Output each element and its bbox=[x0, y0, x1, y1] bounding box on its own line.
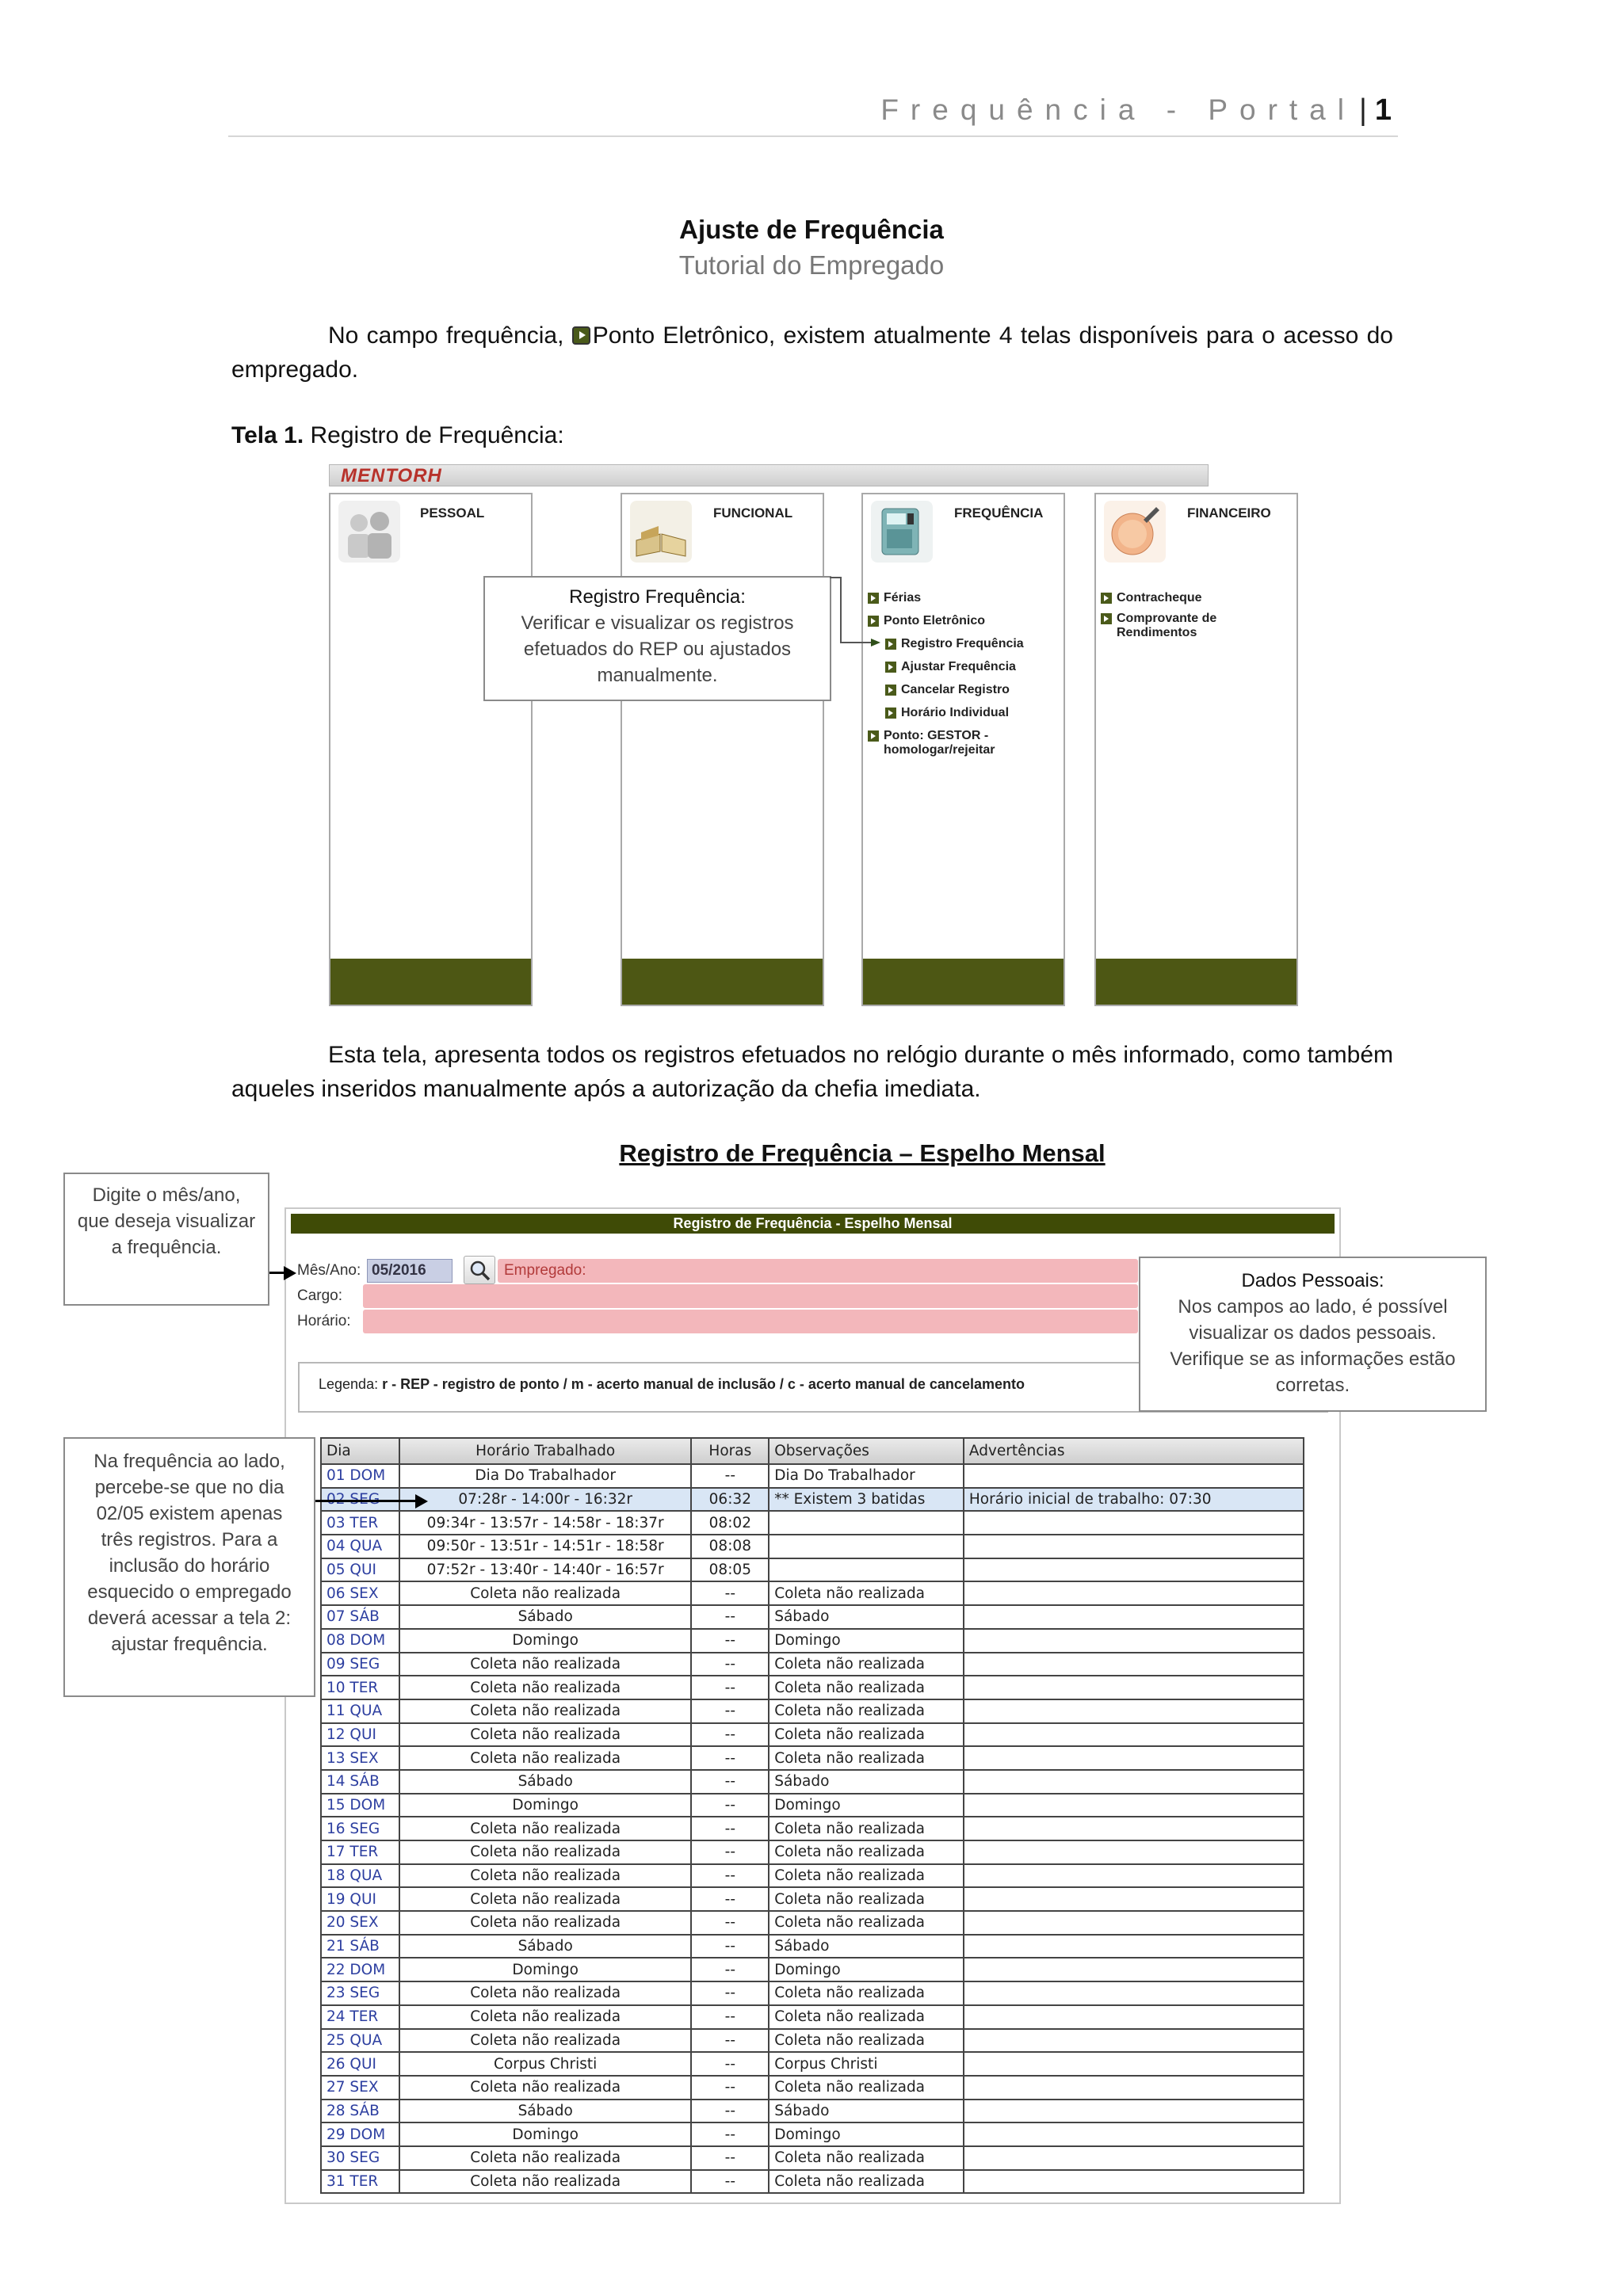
table-row[interactable] bbox=[321, 1911, 1304, 1935]
row-dia[interactable]: 20 SEX bbox=[321, 1911, 399, 1935]
row-obs: Domingo bbox=[769, 1629, 964, 1653]
row-obs: Coleta não realizada bbox=[769, 2029, 964, 2053]
legenda-label: Legenda: bbox=[319, 1376, 379, 1392]
row-horario: Coleta não realizada bbox=[399, 2005, 692, 2029]
col-horas: Horas bbox=[691, 1438, 769, 1464]
bullet-icon bbox=[885, 639, 896, 650]
column-title-frequencia: FREQUÊNCIA bbox=[954, 505, 1044, 521]
table-row[interactable] bbox=[321, 1887, 1304, 1911]
row-horas: -- bbox=[691, 1935, 769, 1958]
callout-dados-title: Dados Pessoais: bbox=[1241, 1270, 1384, 1291]
column-pessoal[interactable] bbox=[329, 493, 533, 1006]
page-header bbox=[880, 93, 1392, 128]
intro-text-b: Ponto Eletrônico, existem atualmente 4 telas disponíveis para o acesso do empregado. bbox=[231, 322, 1393, 383]
table-row[interactable] bbox=[321, 1699, 1304, 1723]
row-horario: Coleta não realizada bbox=[399, 1817, 692, 1840]
row-dia[interactable]: 22 DOM bbox=[321, 1958, 399, 1981]
callout-frequencia: Na frequência ao lado, percebe-se que no dia 02/05 existem apenas três registros. Para a inclusão do horário esquecido o empregado deverá acessar a tela 2: ajustar frequência. bbox=[63, 1437, 315, 1697]
row-horario: 07:28r - 14:00r - 16:32r bbox=[399, 1488, 692, 1512]
header-rule bbox=[228, 135, 1398, 137]
legenda-text: r - REP - registro de ponto / m - acerto manual de inclusão / c - acerto manual de cancelamento bbox=[382, 1376, 1025, 1392]
row-adv bbox=[964, 1511, 1304, 1535]
row-obs: Sábado bbox=[769, 1770, 964, 1794]
row-adv bbox=[964, 1605, 1304, 1629]
column-frequencia[interactable] bbox=[861, 493, 1065, 1006]
row-obs: Coleta não realizada bbox=[769, 1911, 964, 1935]
col-dia: Dia bbox=[321, 1438, 399, 1464]
column-footer bbox=[863, 959, 1064, 1005]
row-dia[interactable]: 14 SÁB bbox=[321, 1770, 399, 1794]
table-row[interactable] bbox=[321, 2052, 1304, 2076]
row-obs: ** Existem 3 batidas bbox=[769, 1488, 964, 1512]
page-number: 1 bbox=[1374, 93, 1392, 127]
row-horario: Sábado bbox=[399, 1770, 692, 1794]
row-horario: Sábado bbox=[399, 1605, 692, 1629]
callout-body: Verificar e visualizar os registros efetuados do REP ou ajustados manualmente. bbox=[521, 612, 794, 686]
row-horario: Domingo bbox=[399, 1629, 692, 1653]
row-dia[interactable]: 12 QUI bbox=[321, 1723, 399, 1747]
row-obs: Coleta não realizada bbox=[769, 1699, 964, 1723]
mentorh-topbar bbox=[329, 464, 1209, 486]
table-row[interactable] bbox=[321, 1981, 1304, 2005]
row-horario: Domingo bbox=[399, 1794, 692, 1817]
row-adv bbox=[964, 1911, 1304, 1935]
row-obs: Dia Do Trabalhador bbox=[769, 1464, 964, 1488]
row-horario: 07:52r - 13:40r - 14:40r - 16:57r bbox=[399, 1558, 692, 1582]
row-dia[interactable]: 07 SÁB bbox=[321, 1605, 399, 1629]
row-dia[interactable]: 05 QUI bbox=[321, 1558, 399, 1582]
row-horario: Sábado bbox=[399, 1935, 692, 1958]
callout-dados-body: Nos campos ao lado, é possível visualizar os dados pessoais. Verifique se as informações estão corretas. bbox=[1170, 1296, 1456, 1396]
menu-item-cancelar[interactable]: Cancelar Registro bbox=[885, 683, 1061, 697]
row-horas: -- bbox=[691, 1676, 769, 1699]
callout-registro-frequencia bbox=[483, 576, 831, 701]
row-dia[interactable]: 16 SEG bbox=[321, 1817, 399, 1840]
frequencia-menu bbox=[868, 591, 1061, 766]
row-adv bbox=[964, 1840, 1304, 1864]
tela-label: Tela 1. bbox=[231, 422, 304, 448]
bullet-icon bbox=[885, 685, 896, 696]
row-dia[interactable]: 29 DOM bbox=[321, 2122, 399, 2146]
table-row[interactable] bbox=[321, 1558, 1304, 1582]
mes-ano-input[interactable]: 05/2016 bbox=[367, 1259, 453, 1283]
row-horario: Coleta não realizada bbox=[399, 1699, 692, 1723]
row-horas: -- bbox=[691, 1699, 769, 1723]
row-horario: Coleta não realizada bbox=[399, 1887, 692, 1911]
time-clock-icon bbox=[871, 501, 933, 563]
table-row[interactable] bbox=[321, 1817, 1304, 1840]
row-horas: -- bbox=[691, 2029, 769, 2053]
book-icon bbox=[630, 501, 692, 563]
menu-item-gestor[interactable]: Ponto: GESTOR - homologar/rejeitar bbox=[868, 729, 1061, 757]
row-horas: -- bbox=[691, 1770, 769, 1794]
table-row[interactable] bbox=[321, 2122, 1304, 2146]
row-horas: -- bbox=[691, 1887, 769, 1911]
row-dia[interactable]: 26 QUI bbox=[321, 2052, 399, 2076]
row-dia[interactable]: 11 QUA bbox=[321, 1699, 399, 1723]
bullet-icon bbox=[885, 707, 896, 719]
row-horas: -- bbox=[691, 2122, 769, 2146]
search-button[interactable] bbox=[464, 1256, 495, 1284]
row-obs bbox=[769, 1558, 964, 1582]
row-horario: Coleta não realizada bbox=[399, 1676, 692, 1699]
row-adv bbox=[964, 1629, 1304, 1653]
row-horario: Domingo bbox=[399, 1958, 692, 1981]
table-row[interactable] bbox=[321, 1770, 1304, 1794]
horario-field bbox=[363, 1310, 1138, 1333]
table-row[interactable] bbox=[321, 1535, 1304, 1558]
table-row[interactable] bbox=[321, 1605, 1304, 1629]
row-dia[interactable]: 01 DOM bbox=[321, 1464, 399, 1488]
menu-item-horario[interactable]: Horário Individual bbox=[885, 706, 1061, 720]
row-horas: -- bbox=[691, 1864, 769, 1888]
row-obs: Corpus Christi bbox=[769, 2052, 964, 2076]
row-horas: -- bbox=[691, 1958, 769, 1981]
row-horario: Coleta não realizada bbox=[399, 2146, 692, 2170]
table-row[interactable] bbox=[321, 2146, 1304, 2170]
row-dia[interactable]: 25 QUA bbox=[321, 2029, 399, 2053]
row-dia[interactable]: 08 DOM bbox=[321, 1629, 399, 1653]
column-financeiro[interactable] bbox=[1094, 493, 1298, 1006]
coins-icon bbox=[1104, 501, 1166, 563]
row-horario: Sábado bbox=[399, 2100, 692, 2123]
row-dia[interactable]: 24 TER bbox=[321, 2005, 399, 2029]
row-obs: Coleta não realizada bbox=[769, 2170, 964, 2194]
column-title-financeiro: FINANCEIRO bbox=[1187, 505, 1271, 521]
row-dia[interactable]: 17 TER bbox=[321, 1840, 399, 1864]
row-adv bbox=[964, 1558, 1304, 1582]
row-obs: Sábado bbox=[769, 1605, 964, 1629]
menu-item-registro[interactable]: Registro Frequência bbox=[885, 637, 1061, 651]
row-dia[interactable]: 30 SEG bbox=[321, 2146, 399, 2170]
row-horario: Coleta não realizada bbox=[399, 1723, 692, 1747]
section-title: Registro de Frequência – Espelho Mensal bbox=[619, 1139, 1106, 1167]
row-adv bbox=[964, 1770, 1304, 1794]
row-horario: Coleta não realizada bbox=[399, 1653, 692, 1676]
row-dia[interactable]: 10 TER bbox=[321, 1676, 399, 1699]
row-adv bbox=[964, 1676, 1304, 1699]
row-obs: Coleta não realizada bbox=[769, 1723, 964, 1747]
doc-subtitle: Tutorial do Empregado bbox=[678, 250, 945, 280]
tela-rest: Registro de Frequência: bbox=[304, 422, 564, 448]
table-row[interactable] bbox=[321, 2100, 1304, 2123]
row-adv bbox=[964, 2170, 1304, 2194]
table-row[interactable] bbox=[321, 1653, 1304, 1676]
row-dia[interactable]: 23 SEG bbox=[321, 1981, 399, 2005]
row-horario: Coleta não realizada bbox=[399, 1746, 692, 1770]
row-horario: Dia Do Trabalhador bbox=[399, 1464, 692, 1488]
row-obs: Coleta não realizada bbox=[769, 2076, 964, 2100]
table-row[interactable] bbox=[321, 1794, 1304, 1817]
row-adv bbox=[964, 1864, 1304, 1888]
row-adv bbox=[964, 1935, 1304, 1958]
row-adv bbox=[964, 1981, 1304, 2005]
row-obs: Domingo bbox=[769, 1794, 964, 1817]
row-adv bbox=[964, 1817, 1304, 1840]
row-horas: 08:02 bbox=[691, 1511, 769, 1535]
espelho-header: Registro de Frequência - Espelho Mensal bbox=[291, 1214, 1335, 1234]
table-row[interactable] bbox=[321, 1676, 1304, 1699]
row-horario: 09:50r - 13:51r - 14:51r - 18:58r bbox=[399, 1535, 692, 1558]
row-dia[interactable]: 21 SÁB bbox=[321, 1935, 399, 1958]
intro-paragraph bbox=[231, 318, 1393, 387]
header-separator: | bbox=[1358, 93, 1367, 127]
table-row[interactable] bbox=[321, 1464, 1304, 1488]
table-row[interactable] bbox=[321, 2076, 1304, 2100]
row-dia[interactable]: 09 SEG bbox=[321, 1653, 399, 1676]
row-horario: Domingo bbox=[399, 2122, 692, 2146]
column-title-pessoal: PESSOAL bbox=[420, 505, 485, 521]
menu-item-ponto[interactable]: Ponto Eletrônico bbox=[868, 614, 1061, 628]
row-adv bbox=[964, 1723, 1304, 1747]
cargo-field bbox=[363, 1284, 1138, 1308]
row-obs: Domingo bbox=[769, 1958, 964, 1981]
espelho-table bbox=[320, 1437, 1304, 2194]
row-dia[interactable]: 18 QUA bbox=[321, 1864, 399, 1888]
table-header bbox=[321, 1438, 1304, 1464]
row-obs: Coleta não realizada bbox=[769, 1581, 964, 1605]
row-horas: -- bbox=[691, 1581, 769, 1605]
row-horas: -- bbox=[691, 1911, 769, 1935]
row-obs bbox=[769, 1511, 964, 1535]
row-horario: Corpus Christi bbox=[399, 2052, 692, 2076]
table-row[interactable] bbox=[321, 1935, 1304, 1958]
table-row[interactable] bbox=[321, 1629, 1304, 1653]
row-adv bbox=[964, 1699, 1304, 1723]
col-obs: Observações bbox=[769, 1438, 964, 1464]
cargo-label: Cargo: bbox=[297, 1287, 343, 1304]
play-icon bbox=[572, 326, 590, 345]
intro-text-a: No campo frequência, bbox=[328, 322, 572, 349]
empregado-label: Empregado: bbox=[504, 1262, 586, 1279]
mentorh-logo: MENTORH bbox=[341, 465, 442, 486]
row-dia[interactable]: 04 QUA bbox=[321, 1535, 399, 1558]
row-horario: Coleta não realizada bbox=[399, 1840, 692, 1864]
people-icon bbox=[338, 501, 400, 563]
row-dia[interactable]: 28 SÁB bbox=[321, 2100, 399, 2123]
financeiro-menu bbox=[1101, 591, 1294, 649]
row-horas: -- bbox=[691, 1817, 769, 1840]
row-adv bbox=[964, 2052, 1304, 2076]
doc-title: Ajuste de Frequência bbox=[679, 215, 944, 244]
table-row[interactable] bbox=[321, 1723, 1304, 1747]
row-dia[interactable]: 31 TER bbox=[321, 2170, 399, 2194]
row-horas: -- bbox=[691, 1464, 769, 1488]
row-horas: -- bbox=[691, 1981, 769, 2005]
row-adv bbox=[964, 1581, 1304, 1605]
column-footer bbox=[622, 959, 823, 1005]
header-title: Frequência - Portal bbox=[880, 93, 1356, 126]
row-horario: Coleta não realizada bbox=[399, 1981, 692, 2005]
row-horario: Coleta não realizada bbox=[399, 1911, 692, 1935]
table-row[interactable] bbox=[321, 2029, 1304, 2053]
row-obs: Sábado bbox=[769, 2100, 964, 2123]
row-horas: 08:08 bbox=[691, 1535, 769, 1558]
table-row[interactable] bbox=[321, 2170, 1304, 2194]
row-dia[interactable]: 27 SEX bbox=[321, 2076, 399, 2100]
callout-mes: Digite o mês/ano, que deseja visualizar a frequência. bbox=[63, 1173, 269, 1306]
arrow-mes-head bbox=[284, 1266, 296, 1280]
col-adv: Advertências bbox=[964, 1438, 1304, 1464]
row-adv bbox=[964, 1958, 1304, 1981]
row-horas: -- bbox=[691, 2076, 769, 2100]
row-obs: Coleta não realizada bbox=[769, 1676, 964, 1699]
row-adv bbox=[964, 2005, 1304, 2029]
row-obs: Coleta não realizada bbox=[769, 1746, 964, 1770]
row-adv bbox=[964, 2146, 1304, 2170]
empregado-field bbox=[498, 1259, 1138, 1283]
row-horas: 08:05 bbox=[691, 1558, 769, 1582]
row-dia[interactable]: 19 QUI bbox=[321, 1887, 399, 1911]
column-footer bbox=[1096, 959, 1296, 1005]
arrow-freq bbox=[315, 1500, 418, 1502]
table-row[interactable] bbox=[321, 1864, 1304, 1888]
row-obs: Coleta não realizada bbox=[769, 1887, 964, 1911]
row-obs: Coleta não realizada bbox=[769, 1981, 964, 2005]
bullet-icon bbox=[868, 730, 879, 742]
row-horario: Coleta não realizada bbox=[399, 1864, 692, 1888]
row-horas: -- bbox=[691, 1723, 769, 1747]
row-dia[interactable]: 03 TER bbox=[321, 1511, 399, 1535]
row-horas: -- bbox=[691, 1653, 769, 1676]
row-obs: Domingo bbox=[769, 2122, 964, 2146]
row-obs: Coleta não realizada bbox=[769, 2146, 964, 2170]
menu-item-ferias[interactable]: Férias bbox=[868, 591, 1061, 605]
arrow-freq-head bbox=[415, 1494, 428, 1508]
row-dia[interactable]: 06 SEX bbox=[321, 1581, 399, 1605]
row-dia[interactable]: 15 DOM bbox=[321, 1794, 399, 1817]
table-row[interactable] bbox=[321, 1511, 1304, 1535]
row-horas: 06:32 bbox=[691, 1488, 769, 1512]
callout-title: Registro Frequência: bbox=[569, 586, 746, 608]
row-adv bbox=[964, 1887, 1304, 1911]
bullet-icon bbox=[885, 662, 896, 673]
row-horas: -- bbox=[691, 2052, 769, 2076]
table-row[interactable] bbox=[321, 1488, 1304, 1512]
row-horas: -- bbox=[691, 2100, 769, 2123]
column-funcional[interactable] bbox=[621, 493, 824, 1006]
table-row[interactable] bbox=[321, 2005, 1304, 2029]
callout-connector bbox=[830, 575, 885, 646]
row-horas: -- bbox=[691, 1840, 769, 1864]
row-adv bbox=[964, 2122, 1304, 2146]
horario-label: Horário: bbox=[297, 1313, 351, 1329]
column-footer bbox=[330, 959, 531, 1005]
table-row[interactable] bbox=[321, 1958, 1304, 1981]
row-obs bbox=[769, 1535, 964, 1558]
row-dia[interactable]: 13 SEX bbox=[321, 1746, 399, 1770]
magnifier-icon bbox=[464, 1257, 496, 1285]
row-adv bbox=[964, 2076, 1304, 2100]
row-adv: Horário inicial de trabalho: 07:30 bbox=[964, 1488, 1304, 1512]
row-adv bbox=[964, 1464, 1304, 1488]
row-adv bbox=[964, 2029, 1304, 2053]
row-obs: Sábado bbox=[769, 1935, 964, 1958]
table-row[interactable] bbox=[321, 1840, 1304, 1864]
row-horas: -- bbox=[691, 1746, 769, 1770]
table-row[interactable] bbox=[321, 1581, 1304, 1605]
row-obs: Coleta não realizada bbox=[769, 1864, 964, 1888]
row-adv bbox=[964, 1746, 1304, 1770]
row-horario: Coleta não realizada bbox=[399, 2170, 692, 2194]
row-horario: Coleta não realizada bbox=[399, 2029, 692, 2053]
row-horario: 09:34r - 13:57r - 14:58r - 18:37r bbox=[399, 1511, 692, 1535]
para2: Esta tela, apresenta todos os registros efetuados no relógio durante o mês informado, como também aqueles inseridos manualmente após a autorização da chefia imediata. bbox=[231, 1042, 1393, 1102]
menu-item-contracheque[interactable]: Contracheque bbox=[1101, 591, 1294, 605]
mes-label: Mês/Ano: bbox=[297, 1262, 361, 1279]
bullet-icon bbox=[1101, 613, 1112, 624]
col-horario: Horário Trabalhado bbox=[399, 1438, 692, 1464]
row-obs: Coleta não realizada bbox=[769, 1817, 964, 1840]
row-horas: -- bbox=[691, 1629, 769, 1653]
row-horas: -- bbox=[691, 1794, 769, 1817]
row-horas: -- bbox=[691, 2170, 769, 2194]
menu-item-comprovante[interactable]: Comprovante de Rendimentos bbox=[1101, 612, 1294, 640]
row-adv bbox=[964, 1794, 1304, 1817]
menu-item-ajustar[interactable]: Ajustar Frequência bbox=[885, 660, 1061, 674]
callout-dados-pessoais bbox=[1139, 1257, 1487, 1412]
row-adv bbox=[964, 1653, 1304, 1676]
row-obs: Coleta não realizada bbox=[769, 1653, 964, 1676]
row-horas: -- bbox=[691, 1605, 769, 1629]
row-adv bbox=[964, 2100, 1304, 2123]
legenda bbox=[319, 1376, 1025, 1393]
tela-heading bbox=[231, 422, 564, 449]
bullet-icon bbox=[1101, 593, 1112, 604]
row-horario: Coleta não realizada bbox=[399, 1581, 692, 1605]
row-obs: Coleta não realizada bbox=[769, 2005, 964, 2029]
row-obs: Coleta não realizada bbox=[769, 1840, 964, 1864]
table-row[interactable] bbox=[321, 1746, 1304, 1770]
row-horario: Coleta não realizada bbox=[399, 2076, 692, 2100]
row-horas: -- bbox=[691, 2146, 769, 2170]
column-title-funcional: FUNCIONAL bbox=[713, 505, 793, 521]
row-adv bbox=[964, 1535, 1304, 1558]
row-horas: -- bbox=[691, 2005, 769, 2029]
